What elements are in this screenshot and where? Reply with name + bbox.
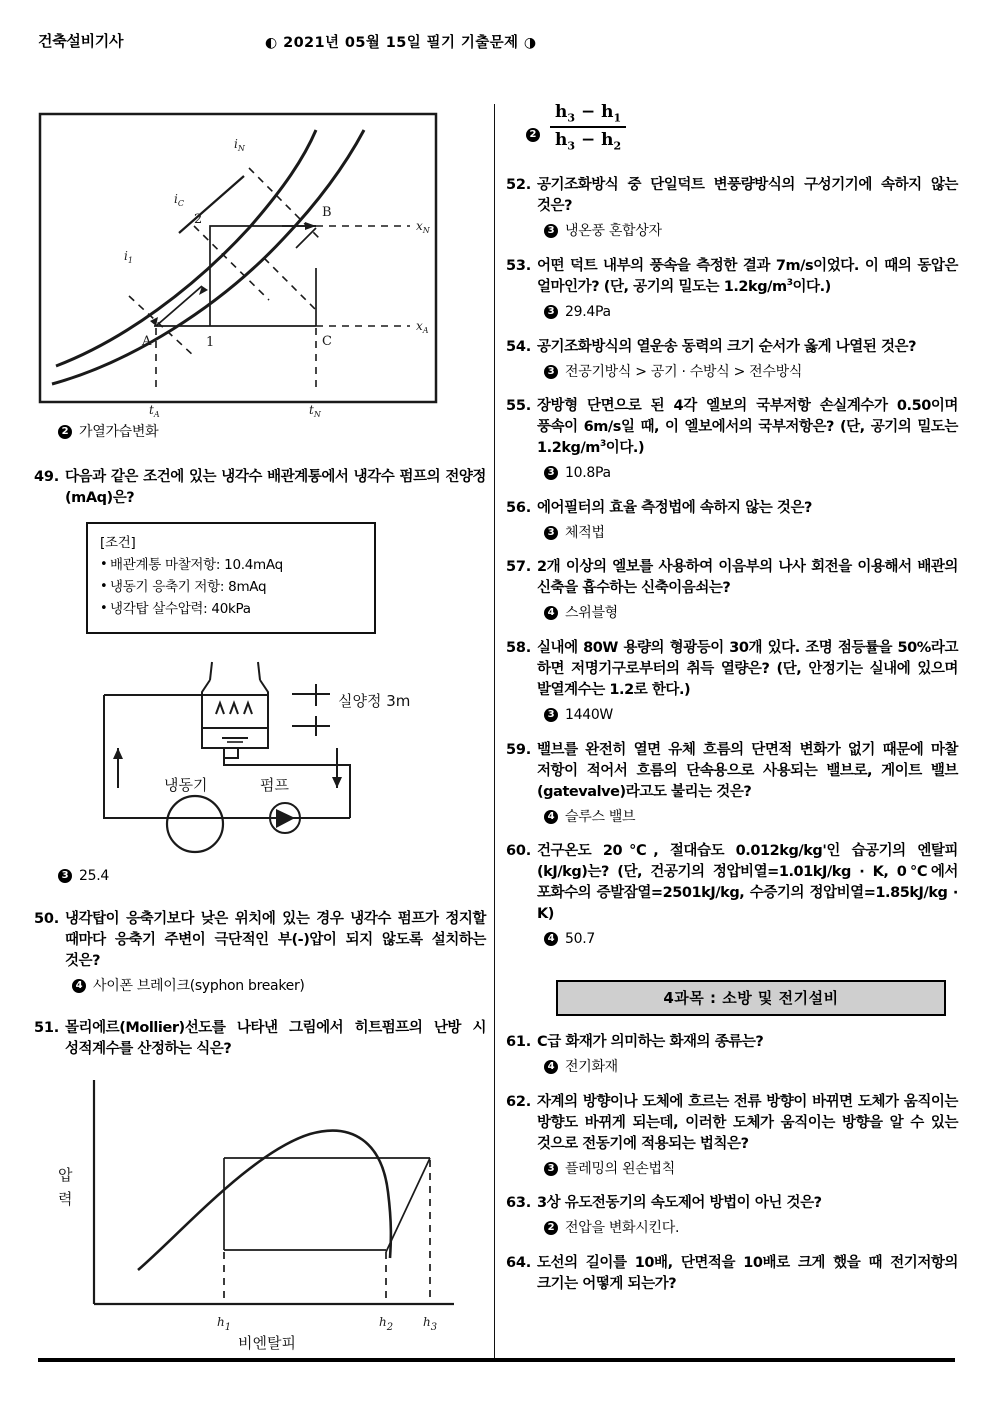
- fraction-expression: [550, 102, 626, 153]
- q59-number: 59.: [506, 741, 532, 758]
- right-column: [506, 100, 958, 1309]
- q58-answer-text: 1440W: [565, 707, 613, 724]
- h-base: h: [555, 102, 568, 122]
- left-column: [34, 100, 486, 1376]
- choice-badge: 4: [72, 979, 86, 993]
- q59-text: 밸브를 완전히 열면 유체 흐름의 단면적 변화가 없기 때문에 마찰 저항이 적어서 흐름의 단속용으로 사용되는 밸브로, 게이트 밸브(gatevalve)라고도 불리는 것은?: [537, 741, 958, 800]
- q48-answer: [58, 423, 486, 443]
- q58-text: 실내에 80W 용량의 형광등이 30개 있다. 조명 점등률을 50%라고 하면 저명기구로부터의 취득 열량은? (단, 안정기는 실내에 있으며 발열계수는 1.2로 한다.): [537, 640, 958, 699]
- q49-answer: [58, 867, 486, 887]
- choice-badge: 3: [544, 365, 558, 379]
- q62-text: 자계의 방향이나 도체에 흐르는 전류 방향이 바뀌면 도체가 움직이는 방향도 바뀌게 되는데, 이러한 도체가 움직이는 방향을 알 수 있는 것으로 전동기에 적용되는 법칙은?: [537, 1093, 958, 1152]
- psychrometric-chart-figure: [34, 108, 486, 418]
- question-54: [506, 337, 958, 383]
- exam-date-text: 2021년 05월 15일 필기 기출문제: [283, 35, 519, 51]
- choice-badge: 3: [544, 1162, 558, 1176]
- question-57: [506, 557, 958, 624]
- q59-answer-text: 슬루스 밸브: [565, 808, 636, 825]
- label-h1: $h_1$: [217, 1315, 232, 1334]
- question-52: [506, 175, 958, 242]
- half-moon-left-icon: ◐: [265, 35, 278, 51]
- label-h2: $h_2$: [379, 1315, 394, 1334]
- q53-text: [537, 256, 958, 298]
- question-58: [506, 638, 958, 726]
- question-60: [506, 841, 958, 950]
- mollier-x-axis-label: 비엔탈피: [238, 1334, 296, 1353]
- q64-number: 64.: [506, 1254, 532, 1271]
- choice-badge: 2: [544, 1221, 558, 1235]
- q51-number: 51.: [34, 1020, 60, 1037]
- label-point-c: C: [322, 334, 332, 349]
- label-point-1: 1: [206, 335, 215, 350]
- h-sub: 3: [567, 139, 576, 153]
- choice-badge: 3: [544, 526, 558, 540]
- fraction-numerator: [550, 102, 626, 126]
- q53-answer-text: 29.4Pa: [565, 303, 611, 320]
- fraction-denominator: [550, 126, 626, 153]
- q52-text: 공기조화방식 중 단일덕트 변풍량방식의 구성기기에 속하지 않는 것은?: [537, 177, 958, 215]
- q50-answer-text: 사이폰 브레이크(syphon breaker): [93, 977, 305, 994]
- choice-badge: 3: [544, 305, 558, 319]
- q62-number: 62.: [506, 1093, 532, 1110]
- page-header: [0, 28, 992, 62]
- section-header-bar: 4과목 : 소방 및 전기설비: [556, 980, 946, 1016]
- mollier-diagram-figure: [52, 1072, 486, 1362]
- h-base: h: [555, 130, 568, 151]
- q57-number: 57.: [506, 559, 532, 576]
- q56-text: 에어필터의 효율 측정법에 속하지 않는 것은?: [537, 499, 812, 516]
- q55-text-b: 이다.): [605, 440, 645, 457]
- q57-answer-text: 스위블형: [565, 605, 618, 622]
- q60-answer-text: 50.7: [565, 931, 595, 948]
- h-sub: 2: [613, 139, 622, 153]
- condition-item: • 냉각탑 살수압력: 40kPa: [100, 599, 362, 621]
- q48-answer-text: 가열가습변화: [79, 424, 159, 440]
- q51-text: 몰리에르(Mollier)선도를 나타낸 그림에서 히트펌프의 난방 시 성적계수를 산정하는 식은?: [65, 1020, 486, 1058]
- q53-number: 53.: [506, 257, 532, 274]
- q53-text-a: 어떤 덕트 내부의 풍속을 측정한 결과 7m/s이었다. 이 때의 동압은 얼마인가? (단, 공기의 밀도는 1.2kg/m: [537, 257, 958, 295]
- h-base: h: [601, 130, 614, 151]
- unit-exponent: 3: [599, 439, 606, 450]
- q51-answer: [526, 102, 958, 153]
- label-pump: 펌프: [260, 776, 289, 795]
- question-61: [506, 1032, 958, 1078]
- exam-date-line: [265, 31, 537, 52]
- question-49: [34, 467, 486, 887]
- label-actual-head: 실양정 3m: [338, 692, 411, 711]
- q54-number: 54.: [506, 338, 532, 355]
- question-63: [506, 1193, 958, 1239]
- q64-text: 도선의 길이를 10배, 단면적을 10배로 크게 했을 때 전기저항의 크기는 어떻게 되는가?: [537, 1254, 958, 1292]
- q54-answer-text: 전공기방식 > 공기 · 수방식 > 전수방식: [565, 363, 803, 380]
- choice-badge: 4: [544, 1060, 558, 1074]
- q63-answer: [544, 1219, 958, 1239]
- q49-condition-box: [86, 522, 376, 634]
- label-t-n: $t_N$: [309, 403, 321, 418]
- label-i-c: $i_C$: [174, 192, 184, 208]
- question-62: [506, 1092, 958, 1180]
- h-sub: 3: [567, 111, 576, 125]
- q56-answer-text: 체적법: [565, 524, 605, 541]
- condition-title: [조건]: [100, 534, 136, 551]
- q57-answer: [544, 604, 958, 624]
- q49-text: 다음과 같은 조건에 있는 냉각수 배관계통에서 냉각수 펌프의 전양정(mAq)은?: [65, 468, 486, 506]
- minus-op: −: [575, 130, 602, 151]
- condition-item: • 냉동기 응축기 저항: 8mAq: [100, 577, 362, 599]
- exam-title: 건축설비기사: [38, 32, 124, 50]
- q50-answer: [72, 977, 486, 997]
- label-i-1: $i_1$: [124, 249, 133, 265]
- choice-badge: 4: [544, 606, 558, 620]
- q61-answer: [544, 1058, 958, 1078]
- q60-number: 60.: [506, 843, 532, 860]
- question-64: [506, 1253, 958, 1295]
- label-t-a: $t_A$: [149, 403, 160, 418]
- q61-number: 61.: [506, 1033, 532, 1050]
- q60-text: 건구온도 20℃, 절대습도 0.012kg/kg'인 습공기의 엔탈피(kJ/kg)는? (단, 건공기의 정압비열=1.01kJ/kg · K, 0℃에서 포화수의 증발잠열=2501kJ/kg, 수증기의 정압비열=1.85kJ/kg · K): [537, 843, 958, 923]
- condition-item: • 배관계통 마찰저항: 10.4mAq: [100, 555, 362, 577]
- q55-answer-text: 10.8Pa: [565, 465, 611, 482]
- question-51: [34, 1018, 486, 1362]
- q62-answer-text: 플레밍의 왼손법칙: [565, 1160, 675, 1177]
- question-56: [506, 498, 958, 544]
- question-53: [506, 256, 958, 323]
- q59-answer: [544, 808, 958, 828]
- q54-text: 공기조화방식의 열운송 동력의 크기 순서가 옳게 나열된 것은?: [537, 338, 917, 355]
- cooling-water-circuit-figure: [52, 648, 486, 863]
- choice-badge: 4: [544, 932, 558, 946]
- q58-number: 58.: [506, 640, 532, 657]
- q60-answer: [544, 930, 958, 950]
- q56-answer: [544, 524, 958, 544]
- q57-text: 2개 이상의 엘보를 사용하여 이음부의 나사 회전을 이용해서 배관의 신축을 흡수하는 신축이음쇠는?: [537, 559, 958, 597]
- choice-badge: 2: [58, 425, 72, 439]
- choice-badge: 3: [544, 224, 558, 238]
- q54-answer: [544, 363, 958, 383]
- label-point-2: 2: [194, 212, 203, 227]
- label-i-n: $i_N$: [234, 137, 245, 153]
- q52-answer-text: 냉온풍 혼합상자: [565, 223, 662, 240]
- question-50: [34, 909, 486, 997]
- label-h3: $h_3$: [423, 1315, 438, 1334]
- h-sub: 1: [613, 111, 622, 125]
- q61-text: C급 화재가 의미하는 화재의 종류는?: [537, 1033, 764, 1050]
- choice-badge: 2: [526, 128, 540, 142]
- q58-answer: [544, 706, 958, 726]
- q55-text: [537, 396, 958, 459]
- column-divider: [494, 104, 495, 1360]
- q55-answer: [544, 464, 958, 484]
- half-moon-right-icon: ◑: [523, 35, 537, 51]
- q52-number: 52.: [506, 177, 532, 194]
- q55-text-a: 장방형 단면으로 된 4각 엘보의 국부저항 손실계수가 0.50이며 풍속이 6m/s일 때, 이 엘보에서의 국부저항은? (단, 공기의 밀도는 1.2kg/m: [537, 398, 958, 457]
- choice-badge: 3: [544, 466, 558, 480]
- label-x-n: $x_N$: [416, 219, 430, 235]
- mollier-y-axis-label-2: 력: [58, 1190, 73, 1209]
- minus-op: −: [575, 102, 602, 122]
- label-point-a: A: [142, 334, 152, 349]
- q62-answer: [544, 1160, 958, 1180]
- q52-answer: [544, 222, 958, 242]
- label-point-b: B: [322, 205, 332, 220]
- h-base: h: [601, 102, 614, 122]
- choice-badge: 4: [544, 810, 558, 824]
- label-x-a: $x_A$: [416, 319, 429, 335]
- q49-answer-text: 25.4: [79, 868, 109, 885]
- q61-answer-text: 전기화재: [565, 1058, 618, 1075]
- q53-answer: [544, 303, 958, 323]
- mollier-y-axis-label: 압: [58, 1166, 73, 1185]
- q50-number: 50.: [34, 910, 60, 927]
- q49-number: 49.: [34, 468, 60, 485]
- q50-text: 냉각탑이 응축기보다 낮은 위치에 있는 경우 냉각수 펌프가 정지할 때마다 응축기 주변이 극단적인 부(-)압이 되지 않도록 설치하는 것은?: [65, 910, 486, 969]
- question-59: [506, 740, 958, 828]
- label-chiller: 냉동기: [164, 776, 208, 795]
- unit-exponent: 3: [786, 278, 793, 289]
- q63-text: 3상 유도전동기의 속도제어 방법이 아닌 것은?: [537, 1195, 822, 1212]
- question-55: [506, 396, 958, 484]
- q53-text-b: 이다.): [792, 278, 831, 295]
- q56-number: 56.: [506, 499, 532, 516]
- choice-badge: 3: [544, 708, 558, 722]
- q63-number: 63.: [506, 1195, 532, 1212]
- q55-number: 55.: [506, 398, 532, 415]
- q63-answer-text: 전압을 변화시킨다.: [565, 1220, 680, 1237]
- choice-badge: 3: [58, 869, 72, 883]
